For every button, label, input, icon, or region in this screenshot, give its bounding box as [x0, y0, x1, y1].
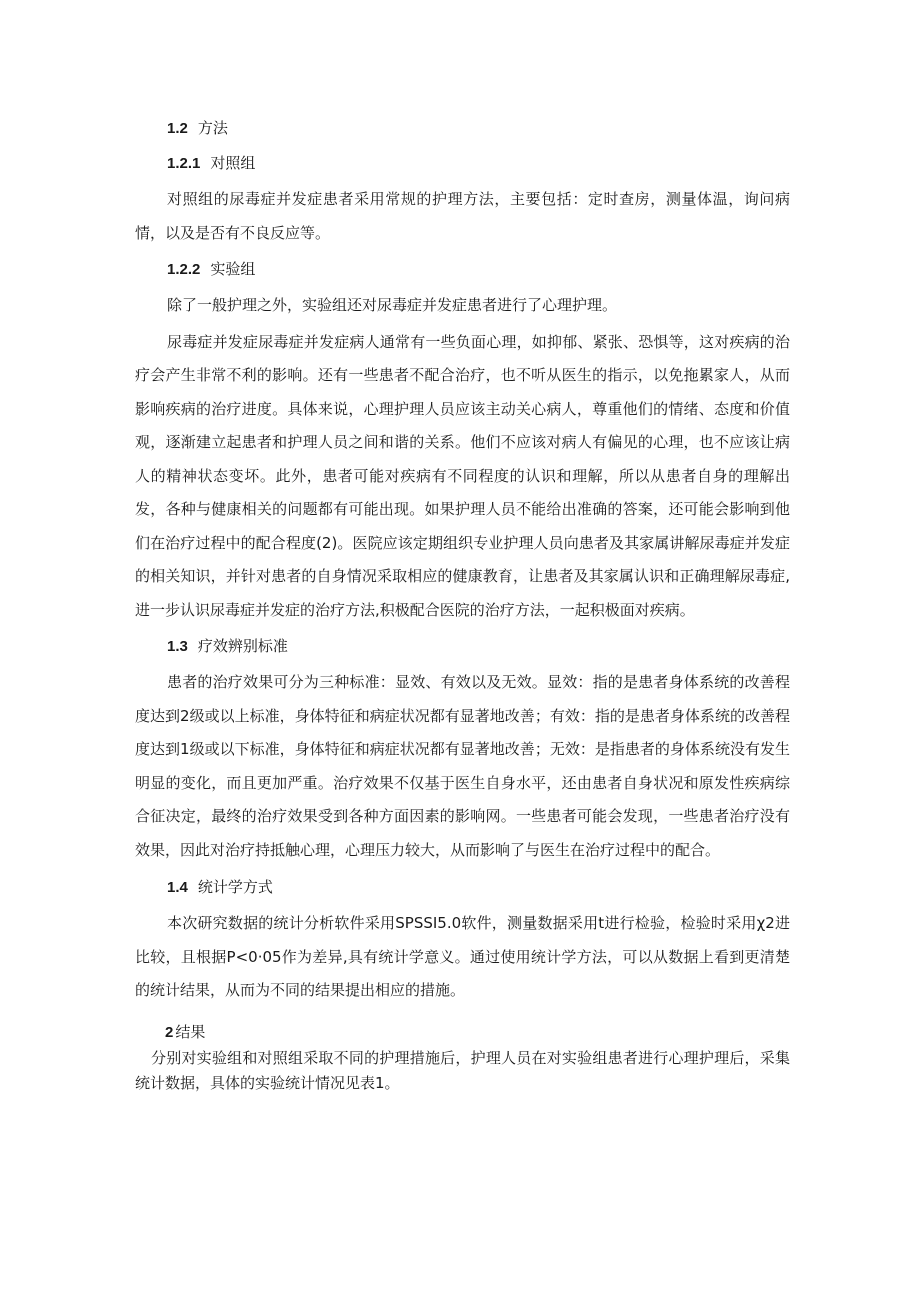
- section-title: 对照组: [210, 154, 256, 172]
- section-heading-1-4: [135, 877, 790, 898]
- document-page: [135, 110, 790, 1096]
- section-heading-2: [135, 1022, 790, 1043]
- section-title: 结果: [175, 1022, 206, 1041]
- section-number: 1.2.2: [167, 261, 201, 278]
- paragraph-experimental-detail: 尿毒症并发症尿毒症并发症病人通常有一些负面心理，如抑郁、紧张、恐惧等，这对疾病的治疗会产生非常不利的影响。还有一些患者不配合治疗，也不听从医生的指示，以免拖累家人，从而影响疾病的治疗进度。具体来说，心理护理人员应该主动关心病人，尊重他们的情绪、态度和价值观，逐渐建立起患者和护理人员之间和谐的关系。他们不应该对病人有偏见的心理，也不应该让病人的精神状态变坏。此外，患者可能对疾病有不同程度的认识和理解，所以从患者自身的理解出发，各种与健康相关的问题都有可能出现。如果护理人员不能给出准确的答案，还可能会影响到他们在治疗过程中的配合程度(2)。医院应该定期组织专业护理人员向患者及其家属讲解尿毒症并发症的相关知识，并针对患者的自身情况采取相应的健康教育，让患者及其家属认识和正确理解尿毒症,进一步认识尿毒症并发症的治疗方法,积极配合医院的治疗方法，一起积极面对疾病。: [135, 332, 790, 619]
- section-title: 实验组: [210, 260, 256, 278]
- section-number: 2: [165, 1023, 174, 1041]
- section-title: 方法: [197, 119, 228, 137]
- section-title: 疗效辨别标准: [197, 637, 288, 655]
- paragraph-experimental-intro: 除了一般护理之外，实验组还对尿毒症并发症患者进行了心理护理。: [167, 296, 618, 314]
- section-number: 1.4: [167, 879, 188, 896]
- section-heading-1-3: [135, 636, 790, 657]
- paragraph-efficacy-criteria: 患者的治疗效果可分为三种标准：显效、有效以及无效。显效：指的是患者身体系统的改善程度达到2级或以上标准，身体特征和病症状况都有显著地改善；有效：指的是患者身体系统的改善程度达到1级或以下标准，身体特征和病症状况都有显著地改善；无效：是指患者的身体系统没有发生明显的变化，而且更加严重。治疗效果不仅基于医生自身水平，还由患者自身状况和原发性疾病综合征决定，最终的治疗效果受到各种方面因素的影响网。一些患者可能会发现，一些患者治疗没有效果，因此对治疗持抵触心理，心理压力较大，从而影响了与医生在治疗过程中的配合。: [135, 673, 790, 859]
- section-number: 1.2: [167, 120, 188, 137]
- section-number: 1.3: [167, 638, 188, 655]
- section-heading-1-2-2: [135, 259, 790, 280]
- section-number: 1.2.1: [167, 155, 201, 172]
- section-heading-1-2-1: [135, 153, 790, 174]
- paragraph-statistics: 本次研究数据的统计分析软件采用SPSSI5.0软件，测量数据采用t进行检验，检验时采用χ2进比较，且根据P<0·05作为差异,具有统计学意义。通过使用统计学方法，可以从数据上看到更清楚的统计结果，从而为不同的结果提出相应的措施。: [135, 914, 790, 999]
- paragraph-results: 分别对实验组和对照组采取不同的护理措施后，护理人员在对实验组患者进行心理护理后，采集统计数据，具体的实验统计情况见表1。: [135, 1048, 790, 1092]
- section-title: 统计学方式: [197, 878, 273, 896]
- section-heading-1-2: [135, 118, 790, 139]
- paragraph-control-group: 对照组的尿毒症并发症患者采用常规的护理方法，主要包括：定时查房，测量体温，询问病情，以及是否有不良反应等。: [135, 190, 790, 242]
